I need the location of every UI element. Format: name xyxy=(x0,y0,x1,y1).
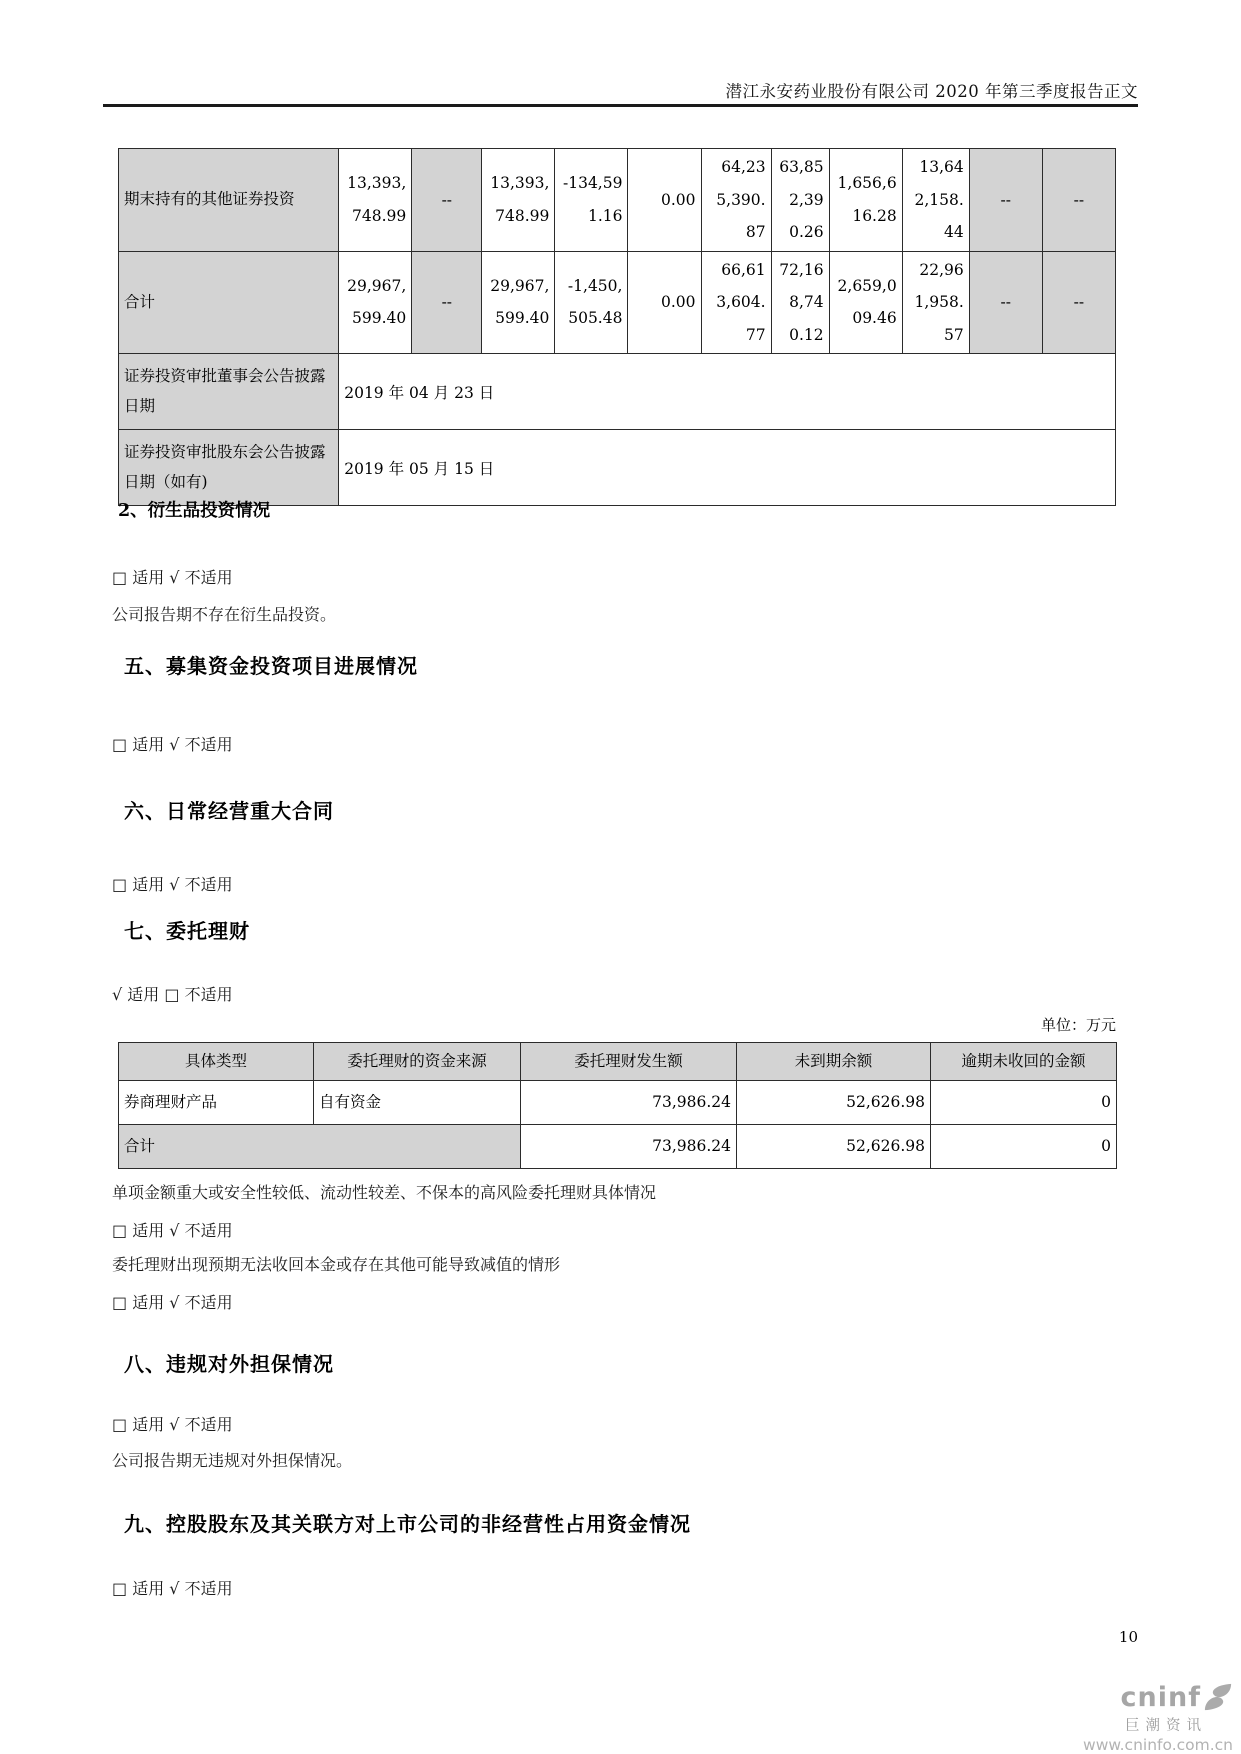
row-label: 证券投资审批股东会公告披露日期（如有) xyxy=(119,430,339,506)
disclosure-date: 2019 年 05 月 15 日 xyxy=(339,430,1116,506)
table-cell: -- xyxy=(1042,251,1115,354)
heading-section-five: 五、募集资金投资项目进展情况 xyxy=(124,654,418,678)
row-label: 合计 xyxy=(119,251,339,354)
table-cell: 0.00 xyxy=(628,149,701,252)
table-cell: 72,168,740.12 xyxy=(771,251,829,354)
applicable-line: □ 适用 √ 不适用 xyxy=(112,875,233,894)
table-cell: 29,967,599.40 xyxy=(339,251,412,354)
derivatives-note: 公司报告期不存在衍生品投资。 xyxy=(112,605,337,624)
table-cell: 1,656,616.28 xyxy=(829,149,902,252)
heading-section-six: 六、日常经营重大合同 xyxy=(124,799,334,823)
table-cell: 0 xyxy=(931,1125,1117,1169)
page-number: 10 xyxy=(1118,1628,1138,1646)
risk-note: 单项金额重大或安全性较低、流动性较差、不保本的高风险委托理财具体情况 xyxy=(112,1183,657,1202)
table-cell: 22,961,958.57 xyxy=(902,251,969,354)
table-cell: -- xyxy=(969,149,1042,252)
applicable-line: □ 适用 √ 不适用 xyxy=(112,1415,233,1434)
table-cell: 52,626.98 xyxy=(737,1081,931,1125)
applicable-line: □ 适用 √ 不适用 xyxy=(112,735,233,754)
table-cell: 13,642,158.44 xyxy=(902,149,969,252)
cninfo-brand-chinese: 巨潮资讯 xyxy=(1125,1718,1207,1734)
table-row-total xyxy=(119,1125,1117,1169)
table-row xyxy=(119,149,1116,252)
applicable-line: □ 适用 √ 不适用 xyxy=(112,568,233,587)
table-cell: 73,986.24 xyxy=(521,1125,737,1169)
heading-derivatives: 2、衍生品投资情况 xyxy=(118,501,271,521)
table-cell: 券商理财产品 xyxy=(119,1081,314,1125)
applicable-line: √ 适用 □ 不适用 xyxy=(112,985,233,1004)
table-cell: 73,986.24 xyxy=(521,1081,737,1125)
impairment-note: 委托理财出现预期无法收回本金或存在其他可能导致减值的情形 xyxy=(112,1255,561,1274)
table-row-total xyxy=(119,251,1116,354)
page-header-title: 潜江永安药业股份有限公司 2020 年第三季度报告正文 xyxy=(725,82,1138,101)
table-row-board-disclosure xyxy=(119,354,1116,430)
column-header: 逾期未收回的金额 xyxy=(931,1043,1117,1081)
table-cell: 29,967,599.40 xyxy=(482,251,555,354)
guarantee-note: 公司报告期无违规对外担保情况。 xyxy=(112,1451,353,1470)
total-label: 合计 xyxy=(119,1125,521,1169)
table-cell: 2,659,009.46 xyxy=(829,251,902,354)
heading-section-nine: 九、控股股东及其关联方对上市公司的非经营性占用资金情况 xyxy=(124,1512,691,1536)
table-cell: 0.00 xyxy=(628,251,701,354)
table-row-shareholder-disclosure xyxy=(119,430,1116,506)
securities-investment-table xyxy=(118,148,1116,506)
column-header: 未到期余额 xyxy=(737,1043,931,1081)
column-header: 具体类型 xyxy=(119,1043,314,1081)
column-header: 委托理财的资金来源 xyxy=(314,1043,521,1081)
table-cell: -- xyxy=(412,149,482,252)
table-header-row xyxy=(119,1043,1117,1081)
heading-section-seven: 七、委托理财 xyxy=(124,919,250,943)
table-cell: -- xyxy=(412,251,482,354)
row-label: 期末持有的其他证券投资 xyxy=(119,149,339,252)
table-cell: -1,450,505.48 xyxy=(555,251,628,354)
table-cell: 52,626.98 xyxy=(737,1125,931,1169)
unit-label: 单位：万元 xyxy=(1040,1016,1116,1034)
cninfo-website: www.cninfo.com.cn xyxy=(1083,1736,1233,1754)
table-cell: 0 xyxy=(931,1081,1117,1125)
table-cell: 自有资金 xyxy=(314,1081,521,1125)
applicable-line: □ 适用 √ 不适用 xyxy=(112,1293,233,1312)
table-cell: -- xyxy=(1042,149,1115,252)
column-header: 委托理财发生额 xyxy=(521,1043,737,1081)
cninfo-brand-text: cninf xyxy=(1120,1681,1201,1713)
table-cell: -134,591.16 xyxy=(555,149,628,252)
table-cell: 66,613,604.77 xyxy=(701,251,771,354)
cninfo-swoosh-icon xyxy=(1203,1682,1233,1712)
table-row xyxy=(119,1081,1117,1125)
cninfo-watermark xyxy=(1003,1682,1233,1754)
table-cell: 63,852,390.26 xyxy=(771,149,829,252)
heading-section-eight: 八、违规对外担保情况 xyxy=(124,1352,334,1376)
applicable-line: □ 适用 √ 不适用 xyxy=(112,1221,233,1240)
header-divider xyxy=(103,104,1138,107)
disclosure-date: 2019 年 04 月 23 日 xyxy=(339,354,1116,430)
table-cell: 13,393,748.99 xyxy=(339,149,412,252)
row-label: 证券投资审批董事会公告披露日期 xyxy=(119,354,339,430)
table-cell: 13,393,748.99 xyxy=(482,149,555,252)
applicable-line: □ 适用 √ 不适用 xyxy=(112,1579,233,1598)
cninfo-brand-row xyxy=(1003,1682,1233,1712)
table-cell: 64,235,390.87 xyxy=(701,149,771,252)
table-cell: -- xyxy=(969,251,1042,354)
entrusted-wealth-table xyxy=(118,1042,1117,1169)
